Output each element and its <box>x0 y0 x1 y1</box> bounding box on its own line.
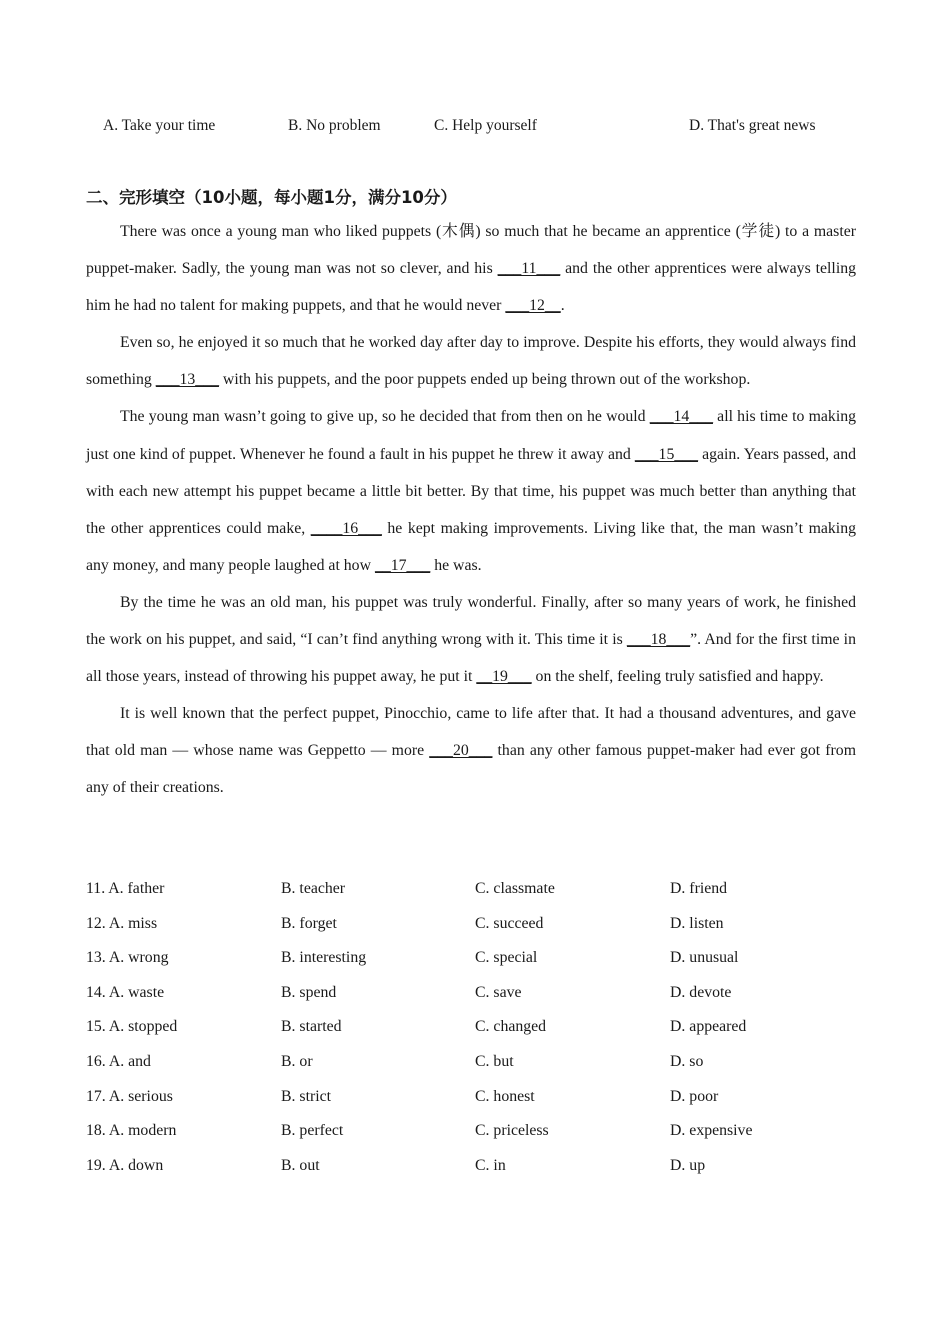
option-d: D. unusual <box>670 949 739 967</box>
paragraph-5: It is well known that the perfect puppet, Pinocchio, came to life after that. It had a thousand adventures, and gave that old man — whose name was Geppetto — more ___20___ than any other famous puppet-maker had ever got from any of their creations. <box>86 705 856 797</box>
option-a: 13. A. wrong <box>86 949 169 967</box>
option-b: B. spend <box>281 983 337 1001</box>
option-a: A. Take your time <box>103 117 216 134</box>
blank-14: ___14___ <box>649 408 713 426</box>
blank-17: __17___ <box>374 556 431 574</box>
blank-11: ___11___ <box>497 260 561 278</box>
question-row-13 <box>86 941 866 976</box>
blank-20: ___20___ <box>429 742 493 760</box>
option-c: C. priceless <box>475 1122 549 1140</box>
option-c: C. honest <box>475 1087 535 1105</box>
paragraph-3: The young man wasn’t going to give up, so he decided that from then on he would ___14___ all his time to making just one kind of puppet. Whenever he found a fault in his puppet he threw it away and ___15___ again. Years passed, and with each new attempt his puppet became a little bit better. By that time, his puppet was much better than anything that the other apprentices could make, ____16___ he kept making improvements. Living like that, the man wasn’t making any money, and many people laughed at how __17___ he was. <box>86 408 857 574</box>
option-b: B. No problem <box>288 117 381 134</box>
blank-15: ___15___ <box>634 445 699 463</box>
previous-question-options <box>0 117 950 139</box>
option-d: D. appeared <box>670 1018 747 1036</box>
question-row-15 <box>86 1010 866 1045</box>
option-c: C. special <box>475 949 538 967</box>
option-b: B. strict <box>281 1087 332 1105</box>
option-a: 18. A. modern <box>86 1122 177 1140</box>
option-c: C. changed <box>475 1018 547 1036</box>
option-b: B. started <box>281 1018 342 1036</box>
blank-19: __19___ <box>476 668 532 686</box>
blank-18: ___18___ <box>626 631 691 649</box>
option-b: B. forget <box>281 914 337 932</box>
option-c: C. Help yourself <box>434 117 537 134</box>
question-row-16 <box>86 1045 866 1080</box>
option-c: C. in <box>475 1156 506 1174</box>
blank-16: ____16___ <box>310 519 382 537</box>
option-d: D. friend <box>670 880 728 897</box>
option-a: 19. A. down <box>86 1156 164 1174</box>
option-a: 12. A. miss <box>86 914 158 932</box>
option-d: D. listen <box>670 914 724 932</box>
option-d: D. up <box>670 1156 706 1174</box>
option-d: D. expensive <box>670 1122 753 1140</box>
cloze-passage <box>86 213 856 807</box>
option-a: 14. A. waste <box>86 983 165 1001</box>
option-b: B. out <box>281 1156 320 1174</box>
option-b: B. teacher <box>281 880 346 897</box>
section-title: 二、完形填空（10小题，每小题1分，满分10分） <box>86 188 457 207</box>
option-a: 17. A. serious <box>86 1087 173 1105</box>
option-c: C. save <box>475 983 522 1001</box>
option-b: B. interesting <box>281 949 367 967</box>
answer-options <box>86 872 866 1183</box>
option-d: D. so <box>670 1052 704 1070</box>
option-d: D. devote <box>670 983 732 1001</box>
question-row-11 <box>86 872 866 907</box>
question-row-12 <box>86 907 866 942</box>
option-a: 16. A. and <box>86 1052 151 1070</box>
option-c: C. classmate <box>475 880 555 897</box>
question-row-17 <box>86 1080 866 1115</box>
blank-13: ___13___ <box>155 371 219 389</box>
paragraph-4: By the time he was an old man, his puppet was truly wonderful. Finally, after so many years of work, he finished the work on his puppet, and said, “I can’t find anything wrong with it. This time it is ___18___”. And for the first time in all those years, instead of throwing his puppet away, he put it __19___ on the shelf, feeling truly satisfied and happy. <box>86 593 856 686</box>
option-d: D. poor <box>670 1087 719 1105</box>
option-a: 11. A. father <box>86 880 165 897</box>
paragraph-1: There was once a young man who liked puppets (木偶) so much that he became an apprentice (学徒) to a master puppet-maker. Sadly, the young man was not so clever, and his ___11___ and the other apprentices were always telling him he had no talent for making puppets, and that he would never ___12__. <box>86 223 856 315</box>
option-c: C. but <box>475 1052 514 1070</box>
option-b: B. perfect <box>281 1122 344 1140</box>
paragraph-2: Even so, he enjoyed it so much that he worked day after day to improve. Despite his efforts, they would always find something ___13___ with his puppets, and the poor puppets ended up being thrown out of the workshop. <box>86 334 856 389</box>
question-row-14 <box>86 976 866 1011</box>
blank-12: ___12__ <box>505 297 561 315</box>
question-row-19 <box>86 1149 866 1184</box>
question-row-18 <box>86 1114 866 1149</box>
option-c: C. succeed <box>475 914 544 932</box>
option-d: D. That's great news <box>689 117 816 134</box>
option-a: 15. A. stopped <box>86 1018 178 1036</box>
option-b: B. or <box>281 1052 313 1070</box>
